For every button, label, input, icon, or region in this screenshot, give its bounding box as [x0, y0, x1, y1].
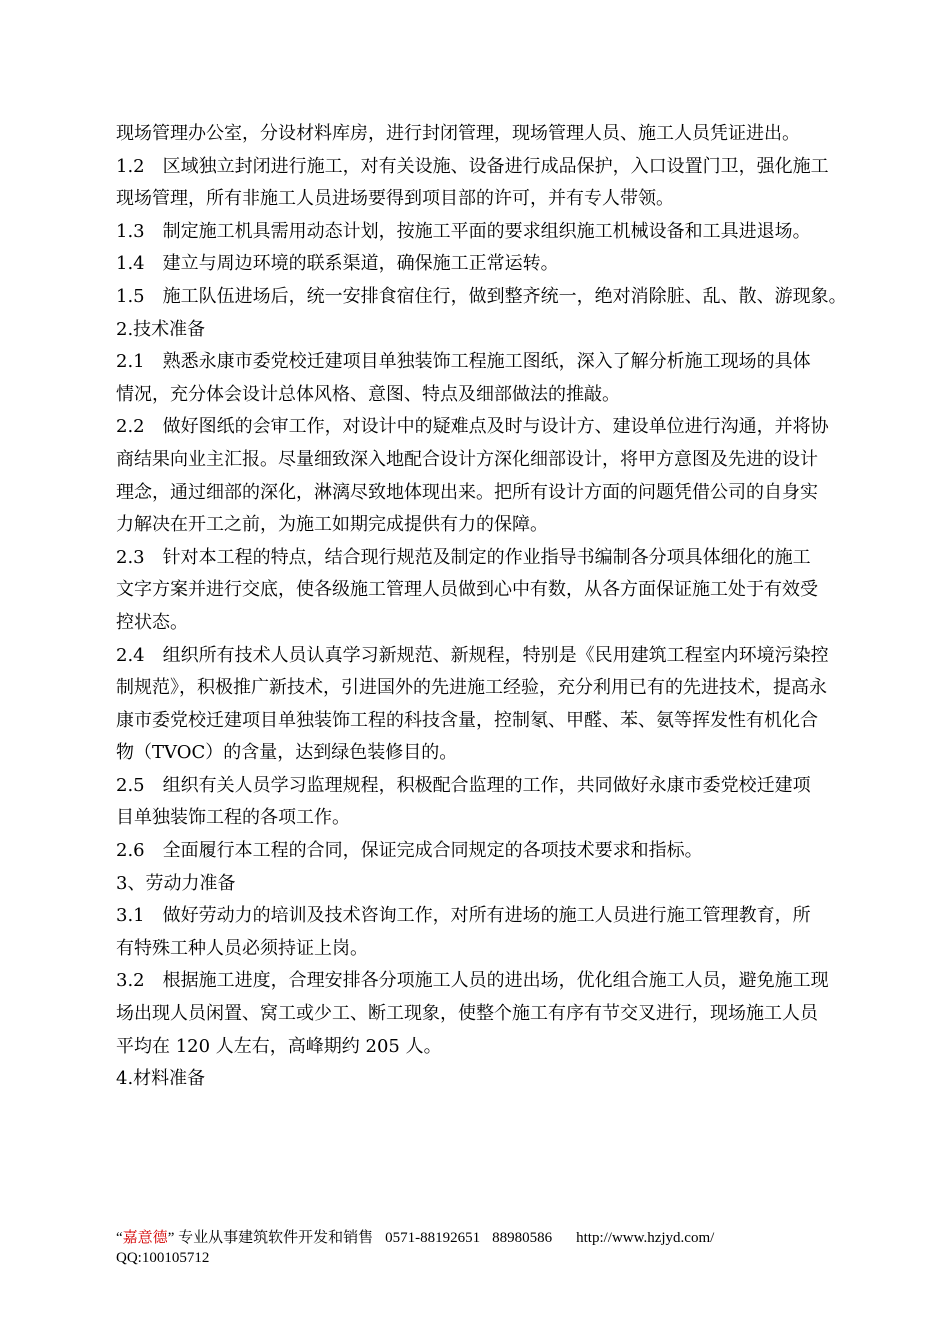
footer-quote-open: “ — [116, 1230, 123, 1246]
text-line: 1.5 施工队伍进场后，统一安排食宿住行，做到整齐统一，绝对消除脏、乱、散、游现象。 — [116, 285, 847, 307]
text-line: 制规范》，积极推广新技术，引进国外的先进施工经验，充分利用已有的先进技术，提高永 — [116, 677, 827, 699]
text-line: 平均在 120 人左右，高峰期约 205 人。 — [116, 1035, 442, 1057]
text-line: 2.技术准备 — [116, 318, 206, 340]
text-line: 3.2 根据施工进度，合理安排各分项施工人员的进出场，优化组合施工人员，避免施工现 — [116, 970, 829, 992]
footer-quote-close: ” — [167, 1230, 175, 1246]
text-line: 现场管理，所有非施工人员进场要得到项目部的许可，并有专人带领。 — [116, 188, 674, 210]
text-line: 2.1 熟悉永康市委党校迁建项目单独装饰工程施工图纸，深入了解分析施工现场的具体 — [116, 351, 811, 373]
footer-slogan: 专业从事建筑软件开发和销售 — [174, 1230, 374, 1246]
text-line: 3.1 做好劳动力的培训及技术咨询工作，对所有进场的施工人员进行施工管理教育，所 — [116, 905, 811, 927]
footer-line-1 — [116, 1228, 856, 1248]
document-body — [116, 118, 852, 1096]
footer-brand: 嘉意德 — [122, 1230, 168, 1246]
footer-phone-1: 0571-88192651 — [385, 1230, 481, 1246]
page-footer — [116, 1228, 856, 1268]
text-line: 物（TVOC）的含量，达到绿色装修目的。 — [116, 742, 458, 764]
text-line: 1.3 制定施工机具需用动态计划，按施工平面的要求组织施工机械设备和工具进退场。 — [116, 220, 811, 242]
text-line: 目单独装饰工程的各项工作。 — [116, 807, 350, 829]
text-line: 3、劳动力准备 — [116, 872, 236, 894]
text-line: 2.3 针对本工程的特点，结合现行规范及制定的作业指导书编制各分项具体细化的施工 — [116, 546, 811, 568]
text-line: 理念，通过细部的深化，淋漓尽致地体现出来。把所有设计方面的问题凭借公司的自身实 — [116, 481, 818, 503]
text-line: 2.2 做好图纸的会审工作，对设计中的疑难点及时与设计方、建设单位进行沟通，并将协 — [116, 416, 829, 438]
text-line: 力解决在开工之前，为施工如期完成提供有力的保障。 — [116, 514, 548, 536]
text-line: 有特殊工种人员必须持证上岗。 — [116, 937, 368, 959]
text-line: 康市委党校迁建项目单独装饰工程的科技含量，控制氡、甲醛、苯、氨等挥发性有机化合 — [116, 709, 818, 731]
footer-url-link[interactable]: http://www.hzjyd.com/ — [576, 1230, 715, 1246]
text-line: 场出现人员闲置、窝工或少工、断工现象，使整个施工有序有节交叉进行，现场施工人员 — [116, 1003, 818, 1025]
text-line: 商结果向业主汇报。尽量细致深入地配合设计方深化细部设计，将甲方意图及先进的设计 — [116, 448, 818, 470]
text-line: 文字方案并进行交底，使各级施工管理人员做到心中有数，从各方面保证施工处于有效受 — [116, 579, 818, 601]
text-line: 2.5 组织有关人员学习监理规程，积极配合监理的工作，共同做好永康市委党校迁建项 — [116, 774, 811, 796]
text-line: 4.材料准备 — [116, 1068, 206, 1090]
footer-qq: QQ:100105712 — [116, 1250, 210, 1266]
text-line: 2.4 组织所有技术人员认真学习新规范、新规程，特别是《民用建筑工程室内环境污染控 — [116, 644, 829, 666]
text-line: 2.6 全面履行本工程的合同，保证完成合同规定的各项技术要求和指标。 — [116, 840, 703, 862]
text-line: 1.2 区域独立封闭进行施工，对有关设施、设备进行成品保护，入口设置门卫，强化施工 — [116, 155, 829, 177]
text-line: 现场管理办公室，分设材料库房，进行封闭管理，现场管理人员、施工人员凭证进出。 — [116, 123, 800, 144]
footer-phone-2: 88980586 — [492, 1230, 553, 1246]
text-line: 情况，充分体会设计总体风格、意图、特点及细部做法的推敲。 — [116, 383, 620, 405]
text-line: 控状态。 — [116, 611, 188, 633]
text-line: 1.4 建立与周边环境的联系渠道，确保施工正常运转。 — [116, 253, 559, 275]
